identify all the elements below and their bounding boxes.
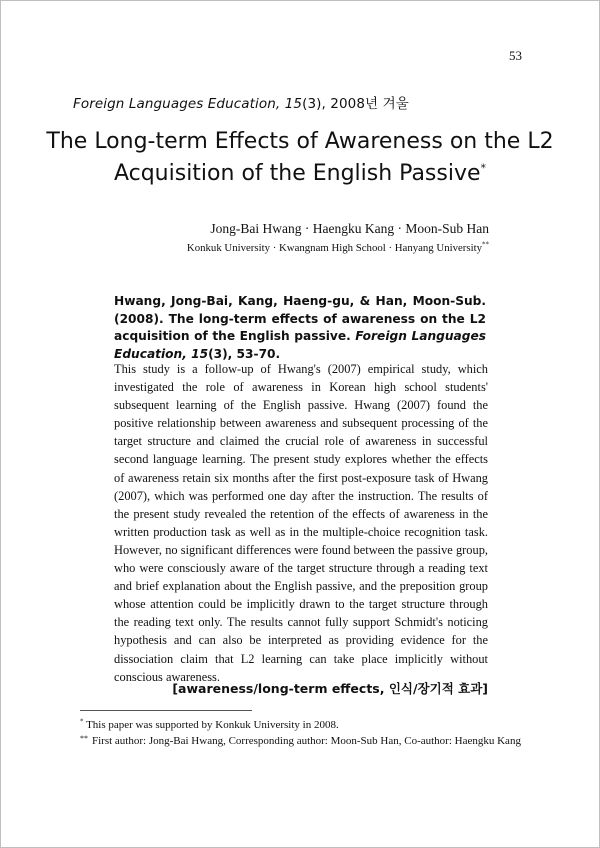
citation-block — [114, 293, 486, 363]
journal-name: Foreign Languages Education, — [73, 96, 285, 112]
footnote-divider — [80, 710, 252, 711]
journal-issue: (3), 2008년 겨울 — [302, 96, 409, 112]
footnote-1 — [80, 717, 339, 733]
paper-title-line-2 — [40, 158, 560, 190]
affiliation-footnote-mark: ** — [482, 240, 489, 249]
paper-title-line-1: The Long-term Effects of Awareness on the L2 — [46, 129, 554, 154]
page-number: 53 — [509, 48, 522, 63]
keywords: [awareness/long-term effects, 인식/장기적 효과] — [172, 681, 488, 696]
footnote-1-mark: * — [80, 717, 84, 726]
footnote-2-mark: ** — [80, 734, 88, 743]
journal-header — [73, 92, 409, 112]
footnote-2-text: First author: Jong-Bai Hwang, Corresponding author: Moon-Sub Han, Co-author: Haengku Kang — [92, 735, 521, 747]
affiliation-list — [187, 242, 489, 254]
footnote-2 — [80, 733, 524, 749]
footnote-1-text: This paper was supported by Konkuk University in 2008. — [86, 719, 339, 731]
citation-journal: Foreign Languages Education, 15 — [114, 329, 487, 361]
affiliation-text: Konkuk University · Kwangnam High School · Hanyang University — [186, 242, 482, 254]
citation-tail: (3), 53-70. — [208, 346, 281, 361]
author-list: Jong-Bai Hwang · Haengku Kang · Moon-Sub Han — [210, 221, 489, 236]
title-footnote-mark: * — [480, 161, 487, 175]
journal-volume: 15 — [284, 96, 303, 112]
paper-title-text: Acquisition of the English Passive — [113, 161, 481, 186]
abstract-paragraph: This study is a follow-up of Hwang's (2007) empirical study, which investigated the role of awareness in Korean high school students' subsequent learning of the English passive. Hwang (2007) found the positive relationship between awareness and subsequent processing of the target structure and claimed the crucial role of awareness in successful second language learning. The present study explores whether the effects of awareness retain six months after the first post-exposure task of Hwang (2007), which was performed one day after the instruction. The results of the present study revealed the retention of the effects of awareness in the written production task as well as in the multiple-choice recognition task. However, no significant differences were found between the passive group, who were consciously aware of the target structure through a reading text and brief explanation about the English passive, and the preposition group whose attention could be implicitly drawn to the target structure through the reading text only. The results cannot fully support Schmidt's noticing hypothesis and can also be interpreted as providing evidence for the dissociation claim that L2 learning can take place implicitly without conscious awareness. — [114, 362, 488, 684]
citation-text: Hwang, Jong-Bai, Kang, Haeng-gu, & Han, Moon-Sub. (2008). The long-term effects of awareness on the L2 acquisition of the English passive. — [114, 294, 486, 343]
